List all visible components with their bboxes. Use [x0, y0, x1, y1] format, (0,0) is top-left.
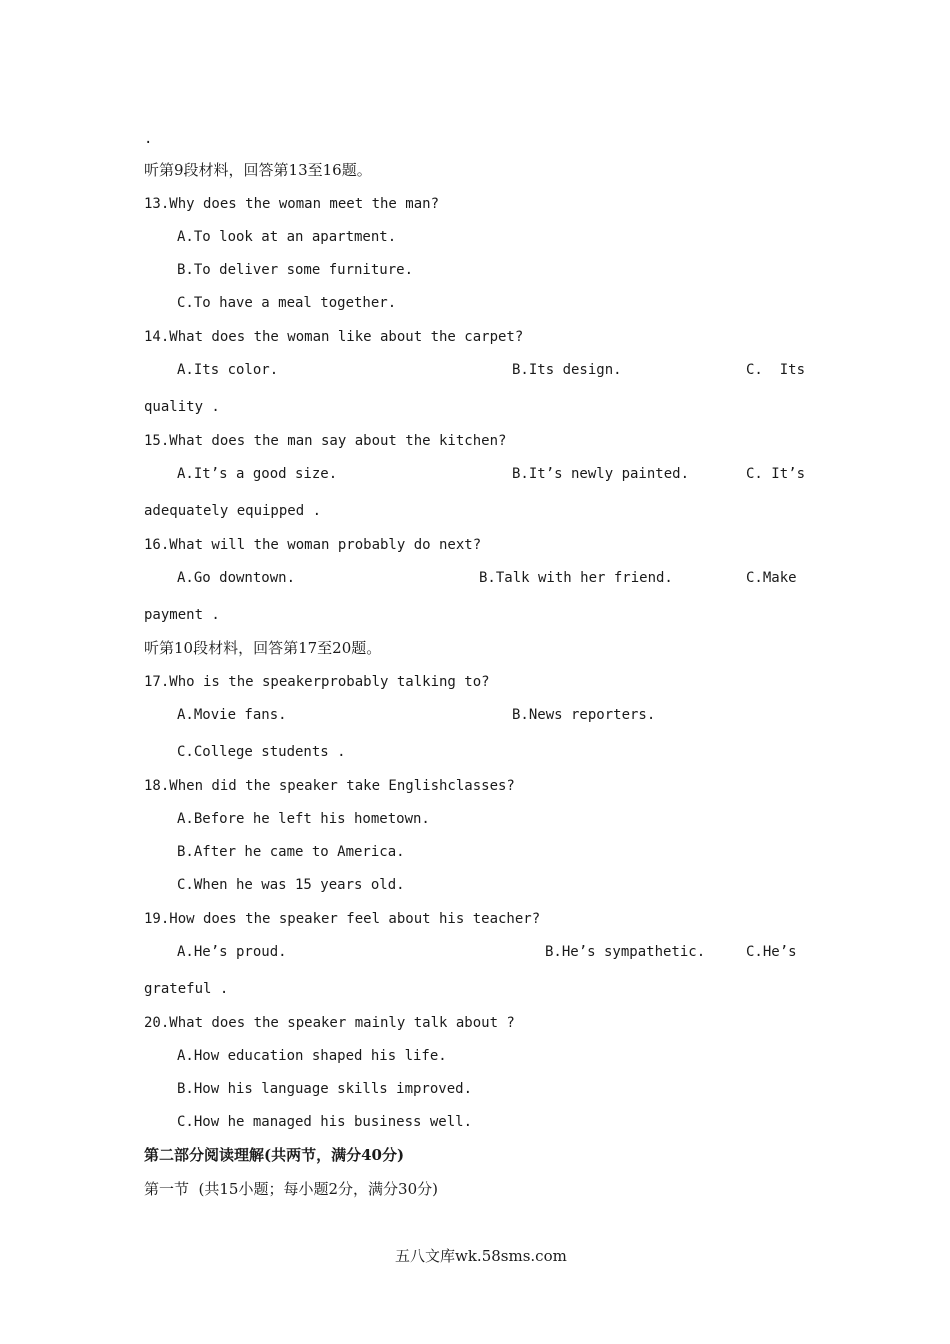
option-16c-continued: payment . [144, 607, 220, 623]
section-10-instruction: 听第10段材料，回答第17至20题。 [144, 639, 382, 657]
option-20c: C.How he managed his business well. [177, 1114, 473, 1130]
option-19c: C.He’s [746, 944, 797, 960]
option-14c-continued: quality . [144, 399, 220, 415]
option-14b: B.Its design. [512, 362, 622, 378]
question-13: 13.Why does the woman meet the man? [144, 196, 440, 212]
option-14c: C. Its [746, 362, 806, 378]
option-19a: A.He’s proud. [177, 944, 287, 960]
question-19: 19.How does the speaker feel about his teacher? [144, 911, 541, 927]
question-20: 20.What does the speaker mainly talk about ? [144, 1015, 515, 1031]
option-18b: B.After he came to America. [177, 844, 405, 860]
footer-watermark: 五八文库wk.58sms.com [395, 1247, 567, 1265]
option-13b: B.To deliver some furniture. [177, 262, 414, 278]
option-17b: B.News reporters. [512, 707, 656, 723]
option-15c-continued: adequately equipped . [144, 503, 322, 519]
section-9-instruction: 听第9段材料，回答第13至16题。 [144, 161, 372, 179]
part-2-section-1: 第一节 (共15小题；每小题2分，满分30分) [144, 1180, 438, 1198]
part-2-heading: 第二部分阅读理解(共两节，满分40分) [144, 1146, 405, 1164]
question-15: 15.What does the man say about the kitchen? [144, 433, 507, 449]
option-15b: B.It’s newly painted. [512, 466, 690, 482]
option-16a: A.Go downtown. [177, 570, 296, 586]
question-18: 18.When did the speaker take Englishclasses? [144, 778, 515, 794]
option-18a: A.Before he left his hometown. [177, 811, 430, 827]
question-16: 16.What will the woman probably do next? [144, 537, 482, 553]
option-18c: C.When he was 15 years old. [177, 877, 405, 893]
option-20b: B.How his language skills improved. [177, 1081, 473, 1097]
question-17: 17.Who is the speakerprobably talking to? [144, 674, 490, 690]
option-16c: C.Make [746, 570, 797, 586]
option-19c-continued: grateful . [144, 981, 229, 997]
option-15c: C. It’s [746, 466, 806, 482]
option-14a: A.Its color. [177, 362, 279, 378]
option-17c: C.College students . [177, 744, 346, 760]
stray-dot: . [144, 131, 153, 147]
option-13c: C.To have a meal together. [177, 295, 397, 311]
option-19b: B.He’s sympathetic. [545, 944, 706, 960]
option-20a: A.How education shaped his life. [177, 1048, 447, 1064]
option-17a: A.Movie fans. [177, 707, 287, 723]
question-14: 14.What does the woman like about the carpet? [144, 329, 524, 345]
option-13a: A.To look at an apartment. [177, 229, 397, 245]
option-16b: B.Talk with her friend. [479, 570, 673, 586]
option-15a: A.It’s a good size. [177, 466, 338, 482]
